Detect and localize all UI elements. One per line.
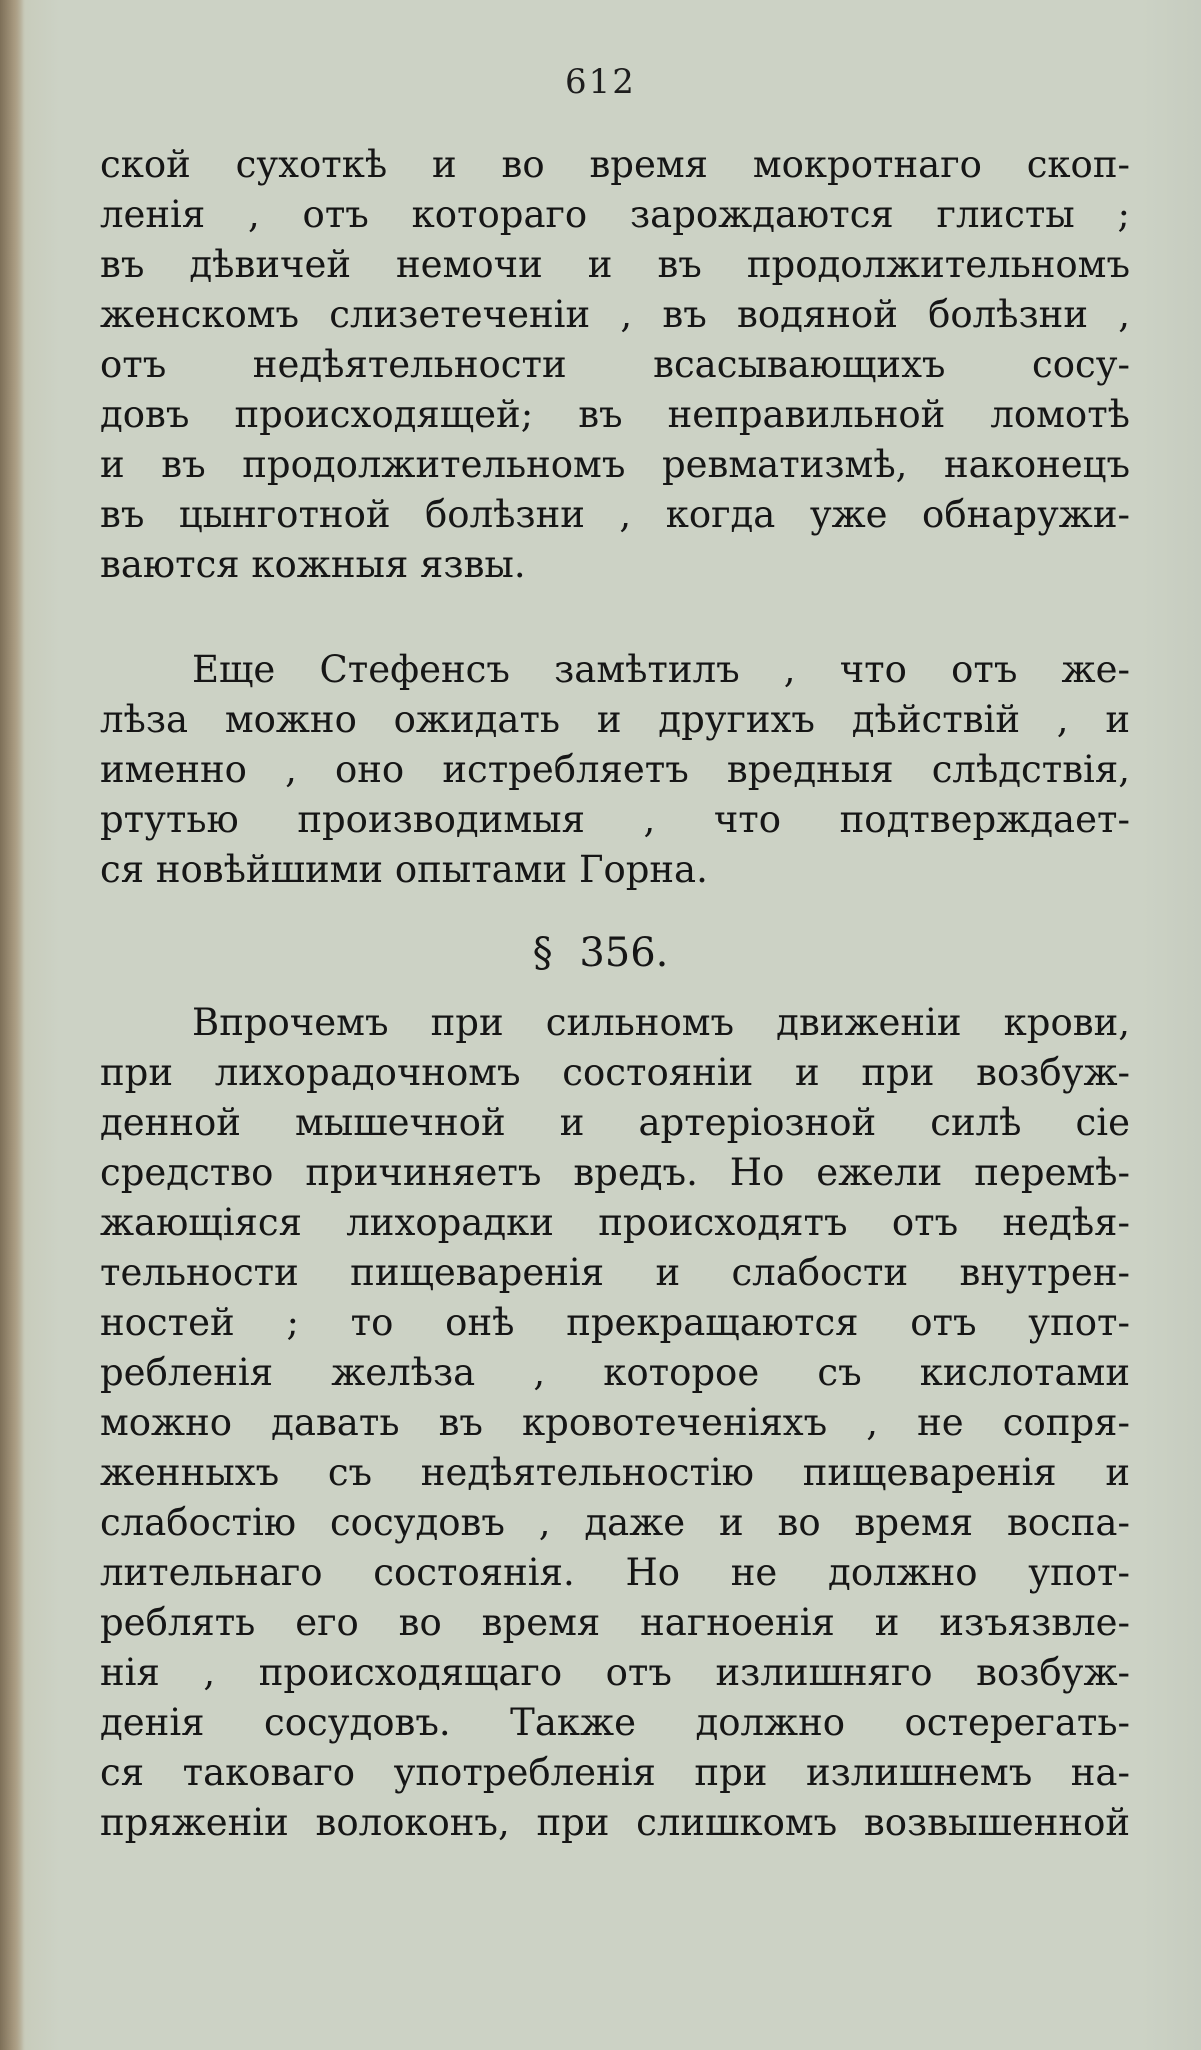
text-line: въ дѣвичей немочи и въ продолжительномъ [100,243,1130,286]
text-line: отъ недѣятельности всасывающихъ сосу- [100,343,1130,386]
text-line: ртутью производимыя , что подтверждает- [100,798,1130,841]
text-line: средство причиняетъ вредъ. Но ежели перемѣ- [100,1151,1130,1194]
text-line: можно давать въ кровотеченіяхъ , не сопря- [100,1401,1130,1444]
page-gutter [0,0,24,2050]
text-line: реблять его во время нагноенія и изъязвле- [100,1601,1130,1644]
text-line: ностей ; то онѣ прекращаются отъ упот- [100,1301,1130,1344]
text-line: жающіяся лихорадки происходятъ отъ недѣя- [100,1201,1130,1244]
paragraph-stephens [100,645,1130,895]
text-line: женныхъ съ недѣятельностію пищеваренія и [100,1451,1130,1494]
text-line: довъ происходящей; въ неправильной ломотѣ [100,393,1130,436]
paragraph-section-356 [100,998,1130,1848]
text-line: ской сухоткѣ и во время мокротнаго скоп- [100,143,1130,186]
text-line: пряженіи волоконъ, при слишкомъ возвышенной [100,1801,1130,1844]
text-line: денной мышечной и артеріозной силѣ сіе [100,1101,1130,1144]
text-line: лительнаго состоянія. Но не должно упот- [100,1551,1130,1594]
text-line: ся новѣйшими опытами Горна. [100,848,708,891]
page-number: 612 [565,62,636,102]
text-line: лѣза можно ожидать и другихъ дѣйствій , и [100,698,1130,741]
text-line: ленія , отъ котораго зарождаются глисты ; [100,193,1130,236]
text-line: Еще Стефенсъ замѣтилъ , что отъ же- [192,648,1130,691]
section-heading: § 356. [532,930,669,976]
text-line: ваются кожныя язвы. [100,543,526,586]
text-line: Впрочемъ при сильномъ движеніи крови, [192,1001,1130,1044]
text-line: тельности пищеваренія и слабости внутрен- [100,1251,1130,1294]
text-line: нія , происходящаго отъ излишняго возбуж- [100,1651,1130,1694]
text-line: именно , оно истребляетъ вредныя слѣдствія, [100,748,1130,791]
text-line: ся таковаго употребленія при излишнемъ на- [100,1751,1130,1794]
text-line: женскомъ слизетеченіи , въ водяной болѣзни , [100,293,1130,336]
text-line: денія сосудовъ. Также должно остерегать- [100,1701,1130,1744]
text-line: при лихорадочномъ состояніи и при возбуж- [100,1051,1130,1094]
text-line: слабостію сосудовъ , даже и во время воспа- [100,1501,1130,1544]
text-line: въ цынготной болѣзни , когда уже обнаружи- [100,493,1130,536]
text-line: и въ продолжительномъ ревматизмѣ, наконецъ [100,443,1130,486]
paragraph-continuation [100,140,1130,590]
text-line: ребленія желѣза , которое съ кислотами [100,1351,1130,1394]
